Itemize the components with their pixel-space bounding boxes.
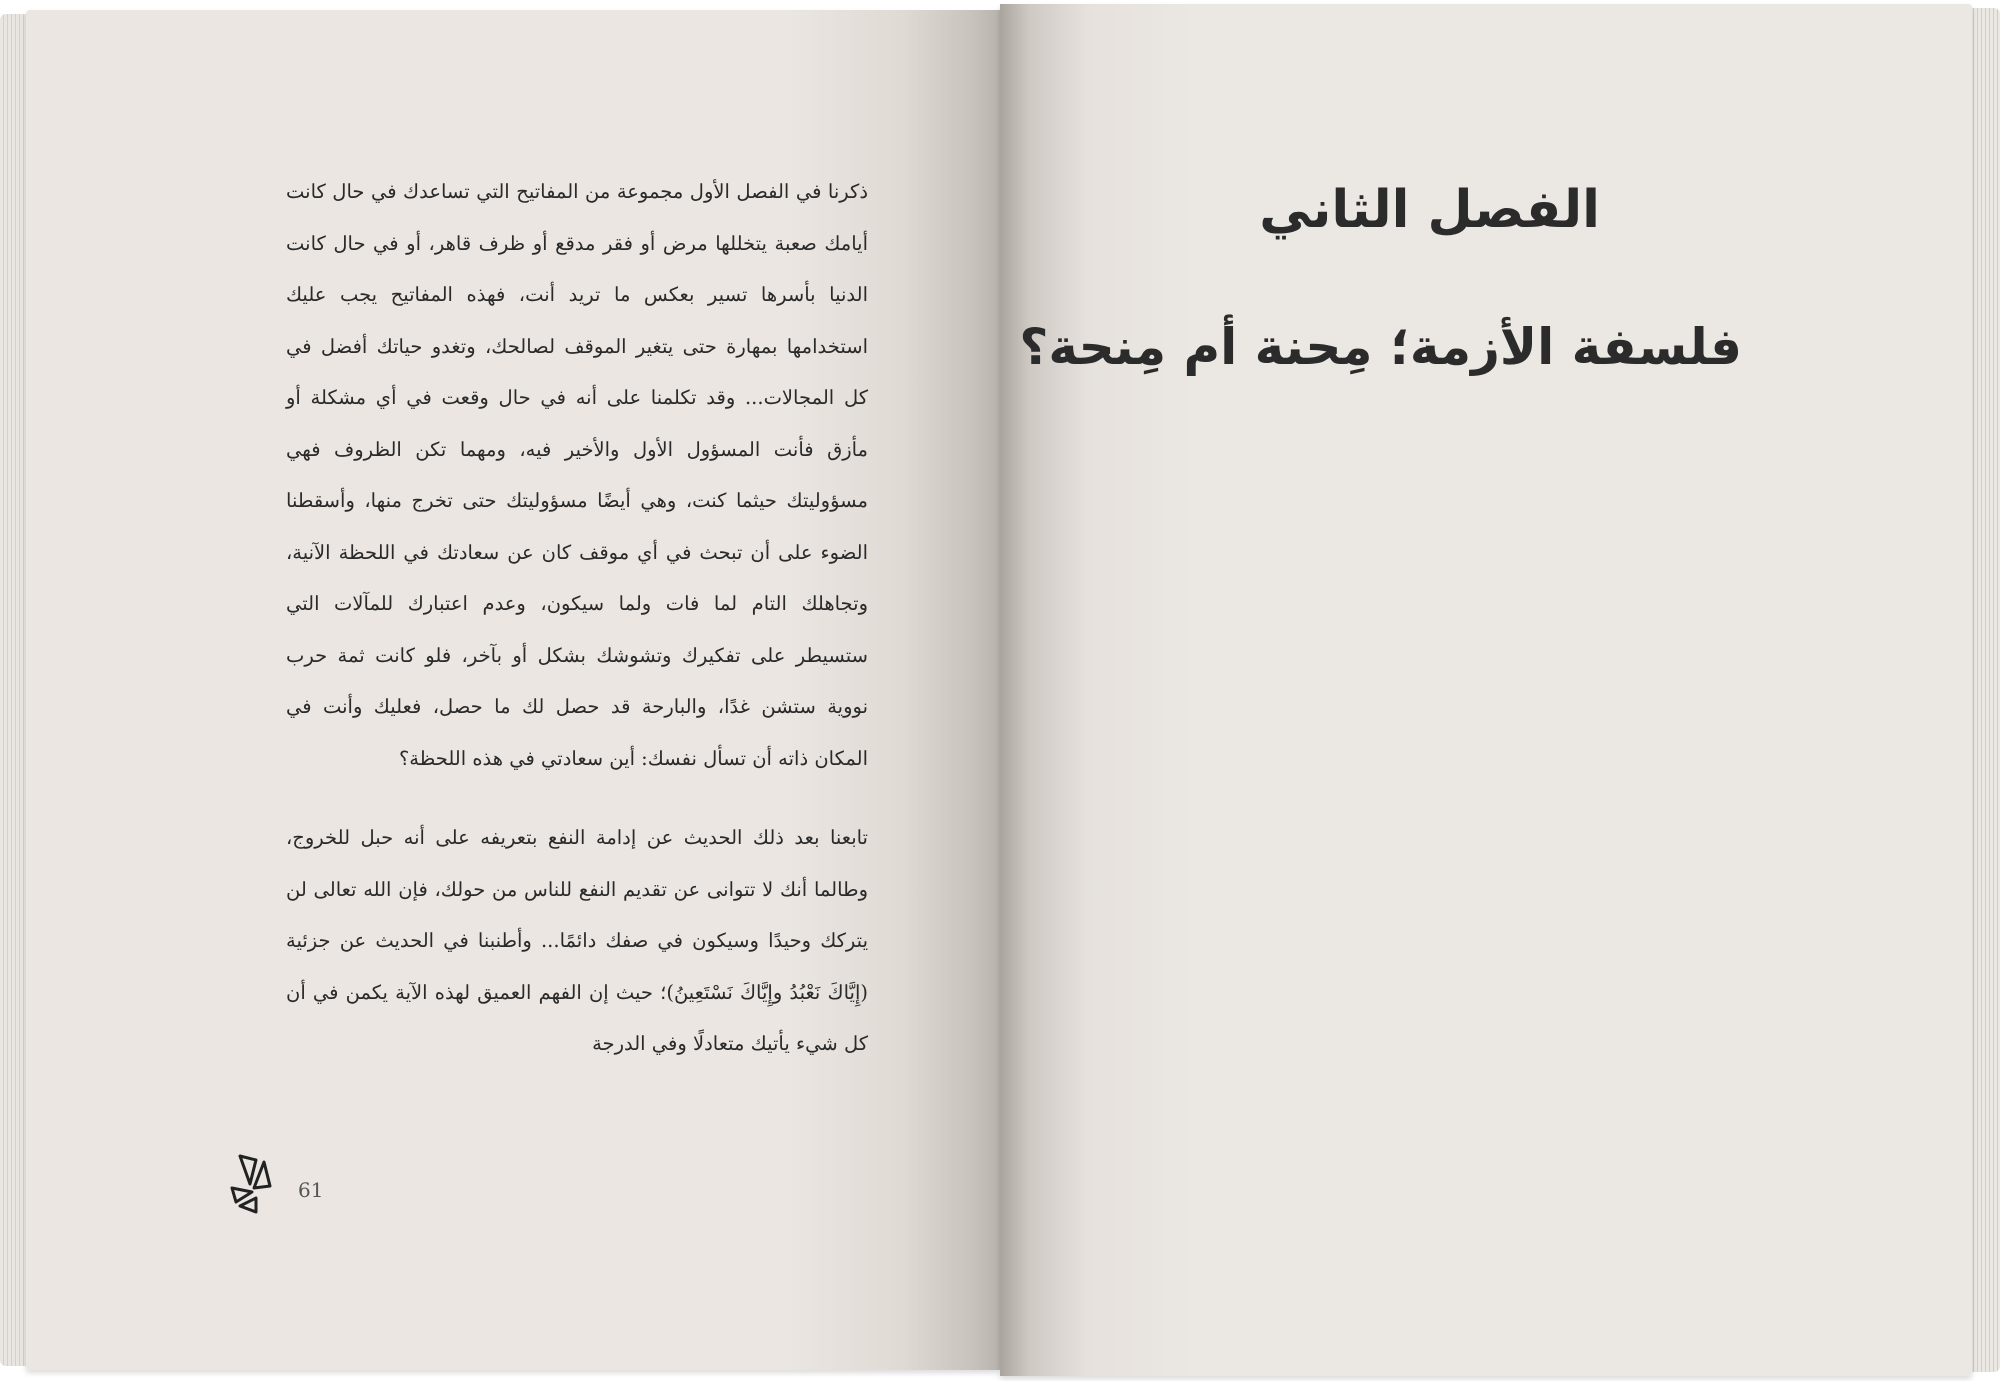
paragraph-2: تابعنا بعد ذلك الحديث عن إدامة النفع بتعريفه على أنه حبل للخروج، وطالما أنك لا تتوانى عن تقديم النفع للناس من حولك، فإن الله تعالى لن يتركك وحيدًا وسيكون في صفك دائمًا... وأطنبنا في الحديث عن جزئية (إِيَّاكَ نَعْبُدُ وإِيَّاكَ نَسْتَعِينُ)؛ حيث إن الفهم العميق لهذه الآية يكمن في أن كل شيء يأتيك متعادلًا وفي الدرجة xyxy=(286,826,868,1055)
chapter-subtitle: فلسفة الأزمة؛ مِحنة أم مِنحة؟ xyxy=(1019,318,1742,376)
publisher-logo-icon xyxy=(226,1148,282,1218)
chapter-title: الفصل الثاني xyxy=(1259,180,1600,240)
left-page xyxy=(26,10,1000,1370)
paragraph-1: ذكرنا في الفصل الأول مجموعة من المفاتيح التي تساعدك في حال كانت أيامك صعبة يتخللها مرض أو فقر مدقع أو ظرف قاهر، أو في حال كانت الدنيا بأسرها تسير بعكس ما تريد أنت، فهذه المفاتيح يجب عليك استخدامها بمهارة حتى يتغير الموقف لصالحك، وتغدو حياتك أفضل في كل المجالات... وقد تكلمنا على أنه في حال وقعت في أي مشكلة أو مأزق فأنت المسؤول الأول والأخير فيه، ومهما تكن الظروف فهي مسؤوليتك حيثما كنت، وهي أيضًا مسؤوليتك حتى تخرج منها، وأسقطنا الضوء على أن تبحث في أي موقف كان عن سعادتك في اللحظة الآنية، وتجاهلك التام لما فات ولما سيكون، وعدم اعتبارك للمآلات التي ستسيطر على تفكيرك وتشوشك بشكل أو بآخر، فلو كانت ثمة حرب نووية ستشن غدًا، والبارحة قد حصل لك ما حصل، فعليك وأنت في المكان ذاته أن تسأل نفسك: أين سعادتي في هذه اللحظة؟ xyxy=(286,180,868,770)
page-number: 61 xyxy=(298,1178,324,1202)
body-text xyxy=(286,166,868,1070)
